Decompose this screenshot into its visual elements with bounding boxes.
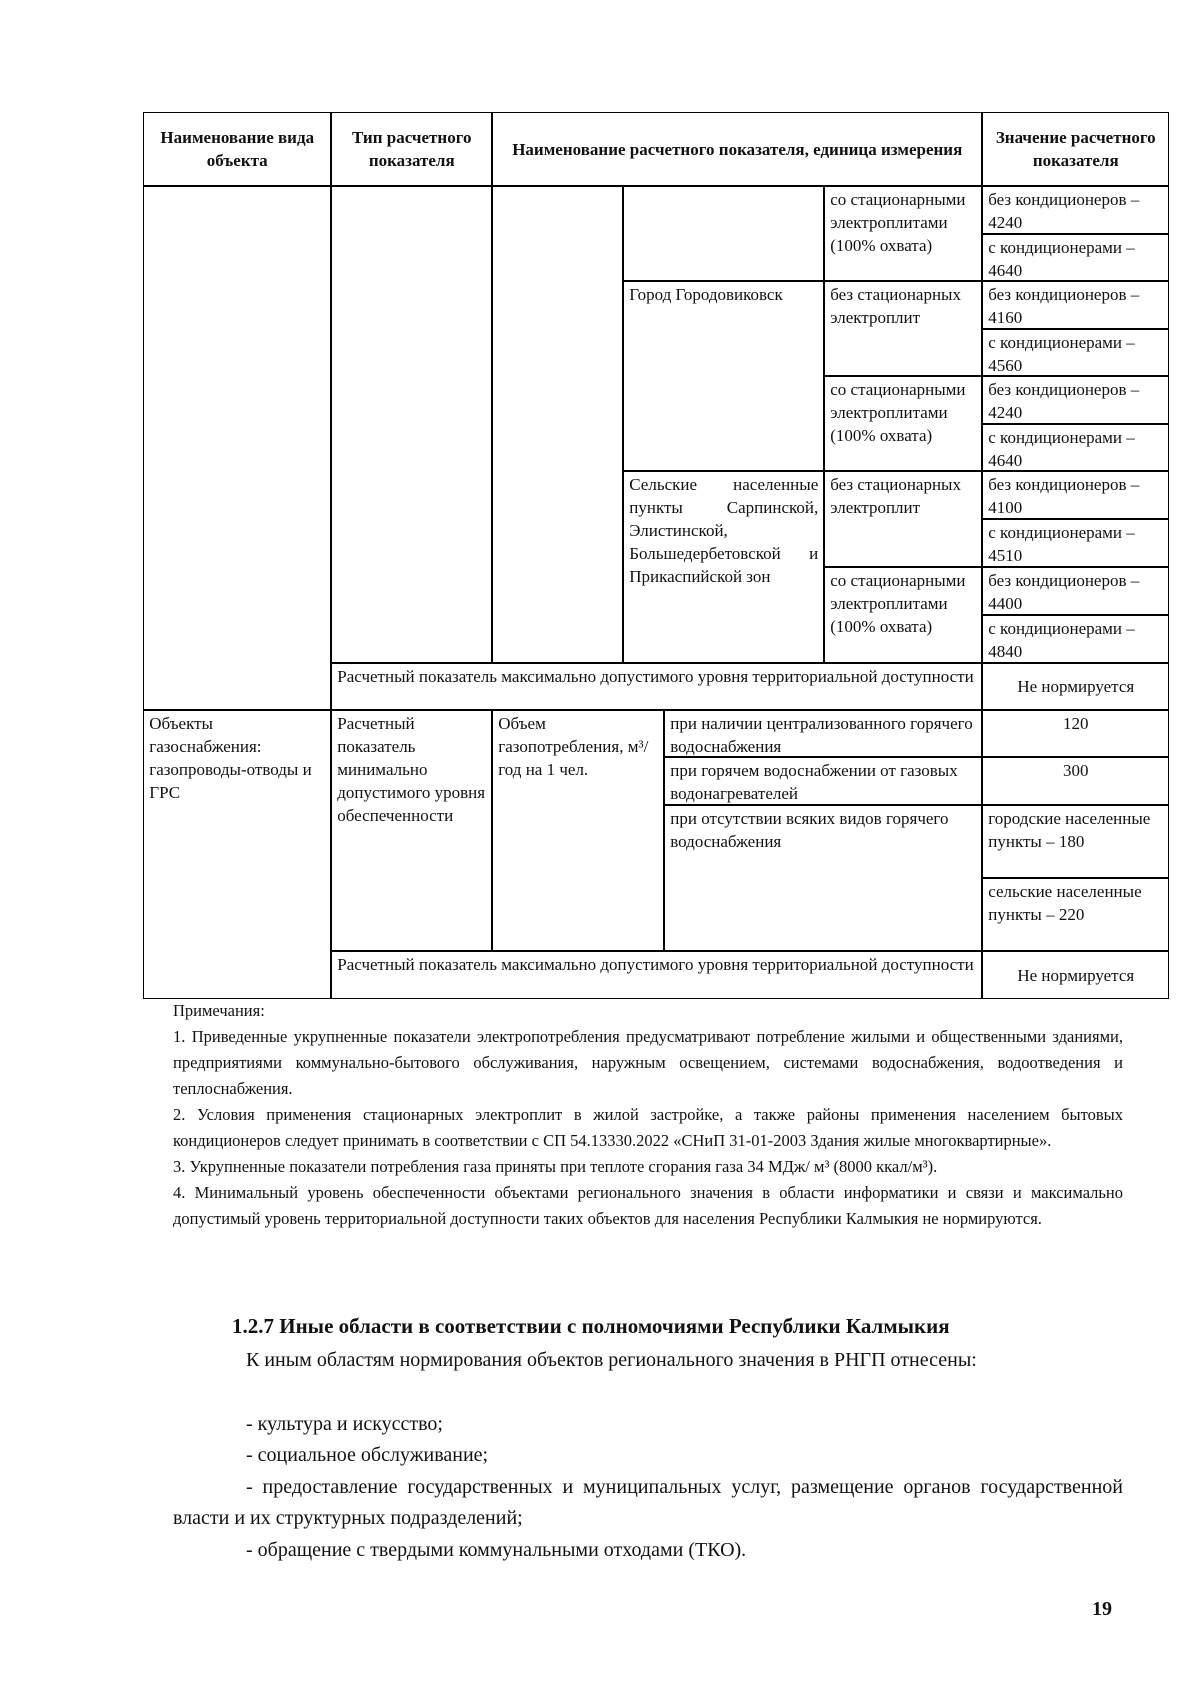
value-cell: без кондиционеров – 4240 xyxy=(982,376,1169,424)
access-value-cell: Не нормируется xyxy=(982,663,1169,710)
value-cell: с кондиционерами – 4510 xyxy=(982,519,1169,567)
gas-value-cell: 300 xyxy=(982,757,1169,805)
access-label-cell: Расчетный показатель максимально допустимого уровня территориальной доступности xyxy=(331,663,982,710)
gas-case-cell: при наличии централизованного горячего водоснабжения xyxy=(664,710,982,757)
value-cell: без кондиционеров – 4240 xyxy=(982,186,1169,234)
gas-value-cell: городские населенные пункты – 180 xyxy=(982,805,1169,878)
value-cell: без кондиционеров – 4160 xyxy=(982,281,1169,329)
note-item: 2. Условия применения стационарных электроплит в жилой застройке, а также районы применения населением бытовых кондиционеров следует принимать в соответствии с СП 54.13330.2022 «СНиП 31-01-2003 Здания жилые многоквартирные». xyxy=(173,1105,1123,1150)
gas-value-cell: 120 xyxy=(982,710,1169,757)
object-type-continued-cell xyxy=(143,186,331,710)
stove-type-cell: со стационарными электроплитами (100% охвата) xyxy=(824,376,982,471)
notes-title: Примечания: xyxy=(173,1001,265,1020)
note-item: 4. Минимальный уровень обеспеченности объектами регионального значения в области информатики и связи и максимально допустимый уровень территориальной доступности таких объектов для населения Республики Калмыкия не нормируются. xyxy=(173,1183,1123,1228)
gas-indicator-type-cell: Расчетный показатель минимально допустимого уровня обеспеченности xyxy=(331,710,492,951)
section-intro: К иным областям нормирования объектов регионального значения в РНГП отнесены: xyxy=(246,1349,977,1371)
stove-type-cell: со стационарными электроплитами (100% охвата) xyxy=(824,186,982,281)
header-indicator-type: Тип расчетного показателя xyxy=(331,112,492,186)
access-value-cell: Не нормируется xyxy=(982,951,1169,999)
gas-volume-cell: Объем газопотребления, м³/год на 1 чел. xyxy=(492,710,664,951)
header-indicator-name: Наименование расчетного показателя, единица измерения xyxy=(492,112,982,186)
bullet-item: - предоставление государственных и муниципальных услуг, размещение органов государственной власти и их структурных подразделений; xyxy=(173,1476,1123,1529)
gas-case-cell: при горячем водоснабжении от газовых водонагревателей xyxy=(664,757,982,805)
settlement-cell: Город Городовиковск xyxy=(623,281,824,471)
value-cell: без кондиционеров – 4100 xyxy=(982,471,1169,519)
bullet-item: - обращение с твердыми коммунальными отходами (ТКО). xyxy=(246,1539,747,1561)
page-number: 19 xyxy=(1092,1598,1112,1620)
bullet-item: - культура и искусство; xyxy=(246,1413,443,1435)
note-item: 1. Приведенные укрупненные показатели электропотребления предусматривают потребление жилыми и общественными зданиями, предприятиями коммунально-бытового обслуживания, наружным освещением, системами водоснабжения, водоотведения и теплоснабжения. xyxy=(173,1027,1123,1098)
header-object-type: Наименование вида объекта xyxy=(143,112,331,186)
section-heading: 1.2.7 Иные области в соответствии с полномочиями Республики Калмыкия xyxy=(232,1314,950,1338)
gas-object-cell: Объекты газоснабжения: газопроводы-отводы и ГРС xyxy=(143,710,331,999)
header-indicator-value: Значение расчетного показателя xyxy=(982,112,1169,186)
stove-type-cell: без стационарных электроплит xyxy=(824,281,982,376)
stove-type-cell: без стационарных электроплит xyxy=(824,471,982,567)
notes-block xyxy=(173,998,1123,1232)
gas-value-cell: сельские населенные пункты – 220 xyxy=(982,878,1169,951)
value-cell: с кондиционерами – 4840 xyxy=(982,615,1169,663)
value-cell: с кондиционерами – 4640 xyxy=(982,234,1169,281)
value-cell: без кондиционеров – 4400 xyxy=(982,567,1169,615)
stove-type-cell: со стационарными электроплитами (100% охвата) xyxy=(824,567,982,663)
settlement-cell: Сельские населенные пункты Сарпинской, Элистинской, Большедербетовской и Прикаспийской зон xyxy=(623,471,824,663)
gas-case-cell: при отсутствии всяких видов горячего водоснабжения xyxy=(664,805,982,951)
value-cell: с кондиционерами – 4560 xyxy=(982,329,1169,376)
indicator-type-continued-cell xyxy=(331,186,492,663)
note-item: 3. Укрупненные показатели потребления газа приняты при теплоте сгорания газа 34 МДж/ м³ (8000 ккал/м³). xyxy=(173,1157,938,1176)
access-label-cell: Расчетный показатель максимально допустимого уровня территориальной доступности xyxy=(331,951,982,999)
bullet-item: - социальное обслуживание; xyxy=(246,1444,489,1466)
settlement-continued-cell xyxy=(623,186,824,281)
indicator-name-continued-cell xyxy=(492,186,623,663)
value-cell: с кондиционерами – 4640 xyxy=(982,424,1169,471)
